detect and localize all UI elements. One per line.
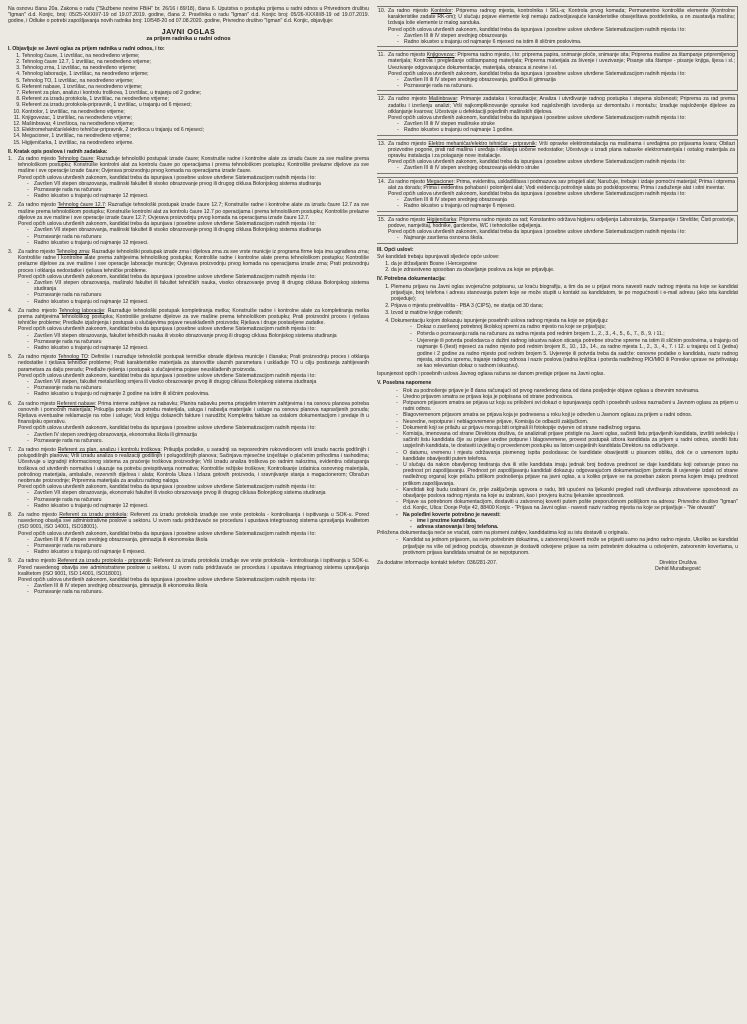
section-1-heading: I. Objavljuje se Javni oglas za prijem radnika u radni odnos, i to: xyxy=(8,45,165,52)
requirements-intro: Pored općih uslova utvrđenih zakonom, kandidat treba da ispunjava i posebne uslove utvrđene Sistematizacijom radnih mjesta i to: xyxy=(18,577,316,584)
position-header xyxy=(8,354,369,373)
requirements-list xyxy=(8,379,369,398)
requirement-item: - Poznavanje rada na računaru. xyxy=(34,589,369,595)
position-description xyxy=(8,512,369,555)
position-description-text: : Prima interne zahtjeve za nabavku; Planira nabavku prema prispjelim internim zahtjevima i na osnovu planova potreba osnovnih i pomoćnih materijala; Prikuplja ponude za potrebu materijala, usluga i nabavlja materijale i usluge na osnovu planova napravljenih ponuda; Rješava eventualne reklamacije na robe i usluge; Vodi knjigu dolazećih fakture i narudžbi; Kompletira fakture sa ostalom dokumentacijom i predaje ih u finansijsku operativu. xyxy=(18,400,369,426)
position-header xyxy=(378,217,735,229)
position-text xyxy=(18,512,369,531)
requirement-item: - Radno iskustvo u trajanju od najmanje 12 mjeseci. xyxy=(34,299,369,305)
position-number: 10. xyxy=(378,8,386,14)
position-lead: Za radno mjesto xyxy=(18,354,57,361)
requirements-list xyxy=(8,181,369,200)
requirements-intro: Pored općih uslova utvrđenih zakonom, kandidat treba da ispunjava i posebne uslove utvrđene Sistematizacijom radnih mjesta i to: xyxy=(18,372,316,379)
position-description-text: : Priprema radnog mjesta, kontrolnika i SKL-a; Kontrola prvog komada; Permanentno kontroliše elemente (Kontrolne karakteristike zadate RK-om); U slučaju pojave elemente koji nemaju zadovoljavajuće karakteristike obavještava postdešnika, a on zaustavlja mašinu; Izdvaja loše elemente iz malog sanduka. xyxy=(388,8,735,27)
list-item: - Neuredne, nepotpune i neblagovremene prijave, Komisija će odbaciti zaključkom. xyxy=(403,419,738,425)
position-description-text: : Razrađuje tehnološki postupak izrade čaure; Konstruiše radne i kontrolne alate za izradu čaure za sve mašine prema tehnološkom postupku; Konstruiše kontrolni alat za kontrolu čaure po operacijama i prema tehnološkom postupku; Kontroliše prelazne dijelove za sve mašine i sve operacije izrade čaure; Ovjerava proizvodnju prvog komada na operacijama izrade čaure. xyxy=(18,156,369,175)
position-description xyxy=(8,558,369,595)
position-description-text: : Prikuplja podatke, u saradnji sa neposrednim rukovodiocem vrši izradu nacrta godišnjih i polugodišnjih planova; Vrši izradu analiza o realizaciji godišnjih i polugodišnjih planova; Sačinjava mjesečne izvještaje o plaćenim prihodima i rashodima; Učestvuje u izgradnji informacionog sistema za praćenje troškova proizvodnje; Vrši izradu analiza troškova po radnim nalozima, evidentira odstupanja troškova od utvrđenih normativa i ukazuje na potrebu preispitivanja normativa; Kontroliše režijske troškove; Kontrolisanje izdatnica osnovnog materijala, potrošnog materijala, ambalaže, rezervnih dijelova i alata; Kontrola Ulaza i Izlaza gotovih proizvoda, i sravnjivanje stanja s magacionerom; Obračun neobrnute proizvodnje; Pripremna materijala za analizu radnog naloga. xyxy=(18,447,369,485)
requirement-item: - Završen III ili IV stepen srednjeg obrazovanja, gimnazija ili ekonomska škola xyxy=(34,583,369,589)
list-item: 15. Higijeničarka, 1 izvršilac, na neodređeno vrijeme. xyxy=(22,140,369,146)
requirements-list xyxy=(8,227,369,246)
position-text xyxy=(388,96,735,115)
requirement-item: - Radno iskustvo u trajanju od najmanje 1 godine. xyxy=(404,127,735,133)
position-header xyxy=(8,447,369,484)
position-header xyxy=(8,308,369,327)
requirement-item: - Poznavanje rada na računaru. xyxy=(34,438,369,444)
closing-note: Priložena dokumentacija neće se vraćati, osim na pismeni zahtjev, kandidatima koji su istu dostavili u originalu. xyxy=(377,530,629,537)
requirement-item: - Završen VII stepen obrazovanja, mašinski fakultet ili fakultet tehničkih nauka, visoko obrazovanje prvog ili drugog ciklusa Bolonjskog sistema studiranja xyxy=(34,280,369,292)
position-name: Megacioner xyxy=(426,178,454,185)
left-column xyxy=(8,6,369,1020)
requirement-item: - Završen VII stepen obrazovanja, ekonomski fakultet ili visoko obrazovanje prvog ili drugog ciklusa Bolonjskog sistema studiranja xyxy=(34,490,369,496)
section-5-heading: V. Posebna napomene xyxy=(377,380,432,387)
position-description-text: : Referent za izradu protokola izrađuje sve vrste protokola - kontrolisanja i ispitivanja u SOK-u. Pored navedenog obavlja sve administrativne poslove u sektoru. U svom radu pridržavaće se procedura i upustava integrisanog sistema upravljanja kvalitetom (ISO 9001, ISO 14001, ISO18001). xyxy=(18,558,369,577)
requirement-item: - Završen VII stepen obrazovanja, fakultet tehničkih nauka ili visoko obrazovanje prvog ili drugog ciklusa Bolonjskog sistema studiranja xyxy=(34,333,369,339)
position-name: Kontrolor xyxy=(430,8,452,14)
position-header xyxy=(378,179,735,191)
position-name: Tehnolog čaure xyxy=(57,156,94,163)
requirements-list xyxy=(378,165,735,171)
requirement-item: - Završen III ili IV stepen srednjeg obrazovanja, grafička ili gimnazija xyxy=(404,77,735,83)
list-item: 5. Tehnolog TO, 1 izvršilac, na neodređeno vrijeme; xyxy=(22,78,369,84)
position-header xyxy=(378,96,735,115)
position-lead: Za radno mjesto xyxy=(18,400,56,407)
list-item: - Na poleđini koverte potrebno je navesti: xyxy=(403,512,738,518)
requirements-list xyxy=(8,537,369,556)
position-description-text: : Prima, evidentira, usklađištava i podmazuva sav prispjeli alat; Naručuje, trebuje i izdaje pomoćni materijal; Prima i otprema alat za doradu; Prima i evidentira pohabani i polomljeni alat; Vodi evidenciju potrošnje alata po podsklopovima; Prima i zaduženje alat i sitni inventar. xyxy=(388,178,735,191)
list-item: 10. Kontrolor, 1 izvršilac, na neodređeno vrijeme; xyxy=(22,109,369,115)
requirement-item: - Završen III ili IV stepen srednjeg obrazovanja xyxy=(404,197,735,203)
position-text xyxy=(388,217,735,229)
requirements-intro: Pored općih uslova utvrđenih zakonom, kandidat treba da ispunjava i posebne uslove utvrđene Sistematizacijom radnih mjesta i to: xyxy=(388,159,686,166)
list-item: 11. Knjigovezac, 1 izvršilac, na neodređeno vrijeme; xyxy=(22,115,369,121)
signature-block xyxy=(618,560,738,572)
position-description xyxy=(8,202,369,245)
position-name: Mašinbravar xyxy=(428,96,458,103)
position-lead: Za radno mjesto xyxy=(388,52,426,59)
list-item-text: Dokumentaciju kojom dokazuju ispunjenje posebnih uslova radnog mjesta na koje se prijavljuju: xyxy=(391,317,609,324)
position-number: 9. xyxy=(8,558,13,565)
list-item: 2. da je zdravstveno sposoban za obavljanje poslova za koje se prijavljuje. xyxy=(391,267,738,273)
list-item: 1. da je državljanin Bosne i Hercegovine xyxy=(391,261,738,267)
position-header xyxy=(378,141,735,160)
list-item: - Blagovremenom prijavom smatra se prijava koja je podnesena u roku koji je određen u Javnom oglasu za prijem u radni odnos. xyxy=(403,412,738,418)
position-description xyxy=(8,354,369,397)
requirements-intro: Pored općih uslova utvrđenih zakonom, kandidat treba da ispunjava i posebne uslove utvrđene Sistematizacijom radnih mjesta i to: xyxy=(18,326,316,333)
position-description xyxy=(377,139,738,174)
documentation-list xyxy=(377,284,738,370)
position-name: Elektro mehaničar/elektro tehničar - pripravnik xyxy=(428,140,536,147)
position-text xyxy=(18,308,369,327)
position-lead: Za radno mjesto xyxy=(388,140,427,147)
position-description-text: : Priprema radno mjesto, i to: priprema papira, snimanje ploče, snimanje sita; Priprema mašine za štampanje pripremljenog materijala; Kontrola i pregledanje odštampanog materijala; Priprema materijala za šivenje i uvezivanje; Pisanje sita štampe - pisanje knjiga, lijesa i sl.; Uvezivanje odgovarajuće dokumentacije, materijala, obrasca si.novine i sl. xyxy=(388,52,735,71)
position-text xyxy=(18,156,369,175)
requirements-list xyxy=(8,432,369,444)
position-description xyxy=(8,401,369,444)
list-item: - Kandidati koji budu izabrani će, prije zaključenja ugovora o radu, biti upućeni na ljekarski pregled radi utvrđivanja zdravstvene sposobnosti za obavljanje poslova radnog mjesta na koje su izabrani, kao i provjeru kućnu ljekarske sposobnosti. xyxy=(403,487,738,499)
position-description xyxy=(8,249,369,305)
position-name: Tehnolog TO xyxy=(58,354,88,361)
position-description-text: : Vrši opravke elektroinstalacija na mašinama i uređajima po prijavama kvara; Obilazi proizvodne pogone, prati rad mašina i uređaja i otklanja uočene nedostatke; Učestvuje u izradi plana nabavke elektromaterijala i ostalog materijala za opravku instalacija i za polaganje nove instalacije. xyxy=(388,140,736,160)
requirements-list xyxy=(378,33,735,45)
contact-phone: Za dodatne informacije kontakt telefon: 036/281-207. xyxy=(377,560,498,567)
list-item: 3. Tehnolog zrna, 1 izvršilac, na neodređeno vrijeme; xyxy=(22,65,369,71)
position-number: 1. xyxy=(8,156,13,163)
position-lead: Za radno mjesto xyxy=(18,447,56,453)
position-header xyxy=(8,156,369,175)
position-name: Tehnolog zrna xyxy=(56,248,89,255)
position-number: 12. xyxy=(378,96,386,103)
position-description xyxy=(377,177,738,212)
list-item: - Kandidat sa jednom prijavom, sa svim potrebnim dokazima, u zatvorenoj koverti može se prijaviti samo na jedno radno mjesto. Ukoliko se kandidat prijavljuje na više od jednog pozicija, obavezan je dostaviti odvojene prijave sa svim potrebnim dokazima u odvojenim, zatvorenim kovertama, u protivnom prijava kandidata smatrat će se nepotpunom. xyxy=(403,537,738,556)
closing-list xyxy=(377,537,738,556)
requirement-item: - Završen VII stepen obrazovanja, mašinski fakultet ili visoko obrazovanje prvog ili drugog ciklusa Bolonjskog sistema studiranja xyxy=(34,227,369,233)
position-text xyxy=(388,179,735,191)
position-description-text: : Razrađuje tehnološki postupak izrade čaure 12.7; Konstruiše radne i kontrolne alate za izradu čaure 12.7 za sve mašine prema tehnološkom postupku; Konstruiše kontrolni alat za kontrolu čaure 12.7 po operacijama i prema tehnološkom postupku; Kontroliše prelazne dijelove za sve mašine i sve operacije izrade čaure 12.7; Ovjerava proizvodnju prvog komada na operacijama izrade čaure 12.7. xyxy=(18,202,369,221)
list-item: 12. Mašinbravar, 4 izvršioca, na neodređeno vrijeme; xyxy=(22,121,369,127)
requirement-item: - Poznavanje rada na računaru xyxy=(34,385,369,391)
list-item xyxy=(391,318,738,370)
position-text xyxy=(18,447,369,484)
list-item: - Prijave sa potrebnom dokumentacijom, dostaviti u zatvorenoj koverti putem pošte preporučenom pošiljkom na adresu: Privredno društvo "Igman" d.d. Konjic, Ulica: Donje Polje 42, 88400 Konjic - "Prijava na Javni oglas - navesti naziv radnog mjesta na koje se prijavljuje - "Ne otvarati" xyxy=(403,499,738,511)
requirement-item: - Radno iskustvo u trajanju od najmanje 12 mjeseci. xyxy=(34,503,369,509)
requirement-item: - Završen VII stepen, fakultet metalurškog smjera ili visoko obrazovanje prvog ili drugog ciklusa Bolonjskog sistema studiranja xyxy=(34,379,369,385)
position-number: 14. xyxy=(378,178,386,185)
requirement-item: - Poznavanje rada na računaru. xyxy=(404,83,735,89)
requirement-item: - Najmanje završena osnovna škola. xyxy=(404,235,735,241)
section-2-heading: II. Kratak opis poslova i radnih zadataka: xyxy=(8,148,108,155)
requirements-intro: Pored općih uslova utvrđenih zakonom, kandidat treba da ispunjava i posebne uslove utvrđene Sistematizacijom radnih mjesta i to: xyxy=(18,174,316,181)
position-name: Referent za izradu protokola - pripravnik xyxy=(57,558,151,565)
position-number: 6. xyxy=(8,400,13,407)
list-item: - Komisija, imenovana od strane Direktora društva, će analizirati prijave pristigle na Javni oglas, sačiniti listu prijavljenih kandidata, izvršiti selekciju i sačiniti listu kandidata čije su prijave uredne potpune i blagovremene, provest postupak izbora kandidata za prijem u radni odnos, utvrditi listu uspješnih kandidata, te dostaviti izvještaj o provedenom postupku sa listom uspješnih kandidata Direktoru na odlučivanje. xyxy=(403,431,738,450)
requirement-item: - Poznavanje rada na računaru xyxy=(34,497,369,503)
general-conditions-lead: Svi kandidati trebaju ispunjavati sljedeće opće uslove: xyxy=(377,253,500,260)
documentation-sublist xyxy=(391,324,738,369)
position-text xyxy=(388,8,735,27)
notes-list xyxy=(377,388,738,518)
position-number: 15. xyxy=(378,216,386,223)
position-header xyxy=(8,202,369,221)
requirement-item: - Završen III ili IV stepen srednjeg obrazovanja, gimnazija ili ekonomska škola xyxy=(34,537,369,543)
position-lead: Za radno mjesto xyxy=(18,202,56,209)
position-number: 4. xyxy=(8,307,13,314)
position-header xyxy=(8,249,369,274)
requirements-intro: Pored općih uslova utvrđenih zakonom, kandidat treba da ispunjava i posebne uslove utvrđene Sistematizacijom radnih mjesta i to: xyxy=(18,221,316,228)
position-text xyxy=(18,354,369,373)
requirements-intro: Pored općih uslova utvrđenih zakonom, kandidat treba da ispunjava i posebne uslove utvrđene Sistematizacijom radnih mjesta i to: xyxy=(388,115,686,122)
requirement-item: - Radno iskustvo u trajanju od najmanje 6 mjeseci na istim ili sličnim poslovima. xyxy=(404,39,735,45)
position-description-text: : Priprema radno mjesto za rad; Konstantno održava higijenu odjeljenja Laboratorija, Stampanije i Strelište; Čisti prostorije, podove, namještaj, hodnike, garderobe, WC i tehnološke odjeljenja. xyxy=(388,216,735,229)
list-item: 3. Izvod iz matične knjige rođenih; xyxy=(391,310,738,316)
position-header xyxy=(378,8,735,27)
list-item: 1. Tehnolog čaure, 1 izvršilac, na neodređeno vrijeme; xyxy=(22,53,369,59)
list-item: - Potpunom prijavom smatra se prijava uz koju su priloženi svi dokazi o ispunjavanju općih i posebnih uslova naznačeni u Javnom oglasu za prijem u radni odnos. xyxy=(403,400,738,412)
requirement-item: - Radno iskustvo u trajanju od najmanje 2 godine na istim ili sličnim poslovima. xyxy=(34,391,369,397)
list-item: - ime i prezime kandidata, xyxy=(417,518,738,524)
requirements-intro: Pored općih uslova utvrđenih zakonom, kandidat treba da ispunjava i posebne uslove utvrđene Sistematizacijom radnih mjesta i to: xyxy=(388,229,686,236)
requirement-item: - Poznavanje rada na računaru xyxy=(34,339,369,345)
position-number: 5. xyxy=(8,354,13,361)
requirements-intro: Pored općih uslova utvrđenih zakonom, kandidat treba da ispunjava i posebne uslove utvrđene Sistematizacijom radnih mjesta i to: xyxy=(388,26,686,33)
list-item: 7. Referent za plan, analizu i kontrolu troškova, 1 izvršilac, u trajanju od 2 godine; xyxy=(22,90,369,96)
position-name: Referent za izradu protokola xyxy=(59,512,127,519)
envelope-list xyxy=(377,518,738,530)
requirements-intro: Pored općih uslova utvrđenih zakonom, kandidat treba da ispunjava i posebne uslove utvrđene Sistematizacijom radnih mjesta i to: xyxy=(18,530,316,537)
list-item: - Uvjerenje ili potvrda poslodavca o dužini radnog iskustva nakon sticanja potrebne stručne spreme na istim ili sličnim poslovima, u trajanju od najmanje 6 (šest) mjeseci za radno mjesto pod rednim brojem 8., 10., 13., 14., za radno mjesta 1., 2., 3., 4., 7. i 12. u trajanju od 1 (jedna) godine i 2 godine za radno mjesto pod rednim brojem 5. Uvjerenje ili potvrda treba da sadrže: osnovne podatke o kandidatu, naziv radnog mjesta, stručnu spremu, trajanje radnog odnosa i naziv poslova (radna knjižica i potvrda nadležnog PIO/MIO ili Poreske uprave ne prihvataju se kao relevantan dokaz o radnom iskustvu). xyxy=(417,338,738,369)
right-column xyxy=(377,6,738,1020)
requirements-intro: Pored općih uslova utvrđenih zakonom, kandidat treba da ispunjava i posebne uslove utvrđene Sistematizacijom radnih mjesta i to: xyxy=(18,425,316,432)
requirement-item: - Radno iskustvo u trajanju od najmanje 6 mjeseci. xyxy=(34,549,369,555)
requirement-item: - Poznavanje rada na računaru xyxy=(34,187,369,193)
section-4-heading: IV. Potrebna dokumentacija: xyxy=(377,276,446,283)
requirements-list xyxy=(378,197,735,209)
section-3-heading: III. Opći uslovi: xyxy=(377,246,414,253)
position-lead: Za radno mjesto xyxy=(388,8,429,14)
list-item: - adresa stanovanja i broj telefona. xyxy=(417,524,738,530)
list-item: - Potvrda o poznavanju rada na računaru za radna mjesta pod rednim brojem 1., 2., 3., 4., 5., 6., 7., 8., 9. i 11.; xyxy=(417,331,738,337)
position-descriptions-left xyxy=(8,156,369,596)
list-item: 8. Referent za izradu protokola, 1 izvršilac, na neodređeno vrijeme; xyxy=(22,96,369,102)
position-name: Tehnolog čaure 12.7 xyxy=(57,202,105,209)
list-item: 1. Plemenu prijavu na Javni oglas svojeručno potpisanu, uz kraću biografiju, a tim da se u prijavi mora navesti naziv radnog mjesta na koje se kandidat prijavljuje, broj telefona i adresu stanovanja putem koje se može stupiti u kontakt sa kandidatom, te po mogućnosti i e-mail adresu (ako ista kandidat posjeduje); xyxy=(391,284,738,303)
requirement-item: - Poznavanje rada na računaru xyxy=(34,292,369,298)
position-lead: Za radno mjesto xyxy=(388,178,426,185)
requirement-item: - Poznavanje rada na računaru xyxy=(34,234,369,240)
requirements-list xyxy=(8,583,369,595)
position-description-text: : Razrađuje tehnološki postupak izrade zrna i dijelova zrna za sve vrste municije iz programa firme koja ima ugrađena zrna; Kontroliše radne i kontrolne alate prema zahtjevima tehnološkog postupka; Kontroliše radne i kontrolne alate prema tehnološkom postupku; Kontroliše prelazne dijelove za sve mašine i sve operacije laboracije municije; Ovjerava proizvodnju prvog komada na operacijama izrade zrna; Prati proizvodnju proces i otklanja nedostatke i rješava tehničke probleme. xyxy=(18,248,369,274)
position-name: Referent nabave xyxy=(56,400,96,407)
requirements-intro: Pored općih uslova utvrđenih zakonom, kandidat treba da ispunjava i posebne uslove utvrđene Sistematizacijom radnih mjesta i to: xyxy=(18,273,316,280)
position-description xyxy=(8,447,369,509)
list-item: - U slučaju da nakon obavljenog testiranja dva ili više kandidata imaju jednak broj bodova prednost se daje kandidatu koji ostvaruje pravo na prednost pri zapošljavanju. Prednost pri zapošljavanju kandidati dokazuju odgovarajućom dokumentacijom (potvrda ili uvjerenje izdati od strane nadležnog organa) koje prilažu prilikom podnošenja prijave na javni oglas, a u koliko prijave se na poseban zakon prema kojem imaju prednost prilikom zapošljavanja. xyxy=(403,462,738,487)
list-item: 6. Referent nabave, 1 izvršilac, na neodređeno vrijeme; xyxy=(22,84,369,90)
position-lead: Za radno mjesto xyxy=(18,156,56,163)
position-lead: Za radno mjesto xyxy=(18,248,56,255)
requirement-item: - Radno iskustvo u trajanju od najmanje 12 mjeseci. xyxy=(34,345,369,351)
requirements-list xyxy=(8,333,369,352)
position-description xyxy=(8,308,369,351)
requirements-intro: Pored općih uslova utvrđenih zakonom, kandidat treba da ispunjava i posebne uslove utvrđene Sistematizacijom radnih mjesta i to: xyxy=(388,191,686,198)
requirements-list xyxy=(8,280,369,305)
general-conditions-list xyxy=(377,261,738,273)
ad-title: JAVNI OGLAS xyxy=(161,26,216,36)
signature-title: Direktor Društva xyxy=(659,560,697,567)
contact-row xyxy=(377,560,738,572)
signature-name: Dehid Muratbegović xyxy=(655,566,701,573)
list-item: 2. Prijava o mjestu prebivališta - PBA 3 (CIPS), ne starija od 30 dana; xyxy=(391,303,738,309)
requirement-item: - Završen III ili IV stepen srednjeg obrazovanja xyxy=(404,33,735,39)
position-description-text: : Primanje zadataka i konsultacije; Analiza i utvrđivanje radnog postupka i stepena složenosti; Priprema za rad prema zadatku i izvršenju analizi; Vrši najkompliknovanije opravke kod najsloženijih izvođenja uz demontažu i montažu; Izrađuje najsloženije dijelove za otklanjanje kvarova; Učestvuje u defektaciji pojedinih mašinskih dijelova. xyxy=(388,96,735,115)
position-header xyxy=(8,558,369,577)
position-header xyxy=(8,401,369,426)
list-item: 9. Referent za izradu protokola-pripravnik, 1 izvršilac, u trajanju od 6 mjeseci; xyxy=(22,102,369,108)
requirements-list xyxy=(378,235,735,241)
position-descriptions-right xyxy=(377,6,738,244)
position-name: Higijeničarka xyxy=(426,216,457,223)
position-header xyxy=(378,52,735,71)
position-lead: Za radno mjesto xyxy=(388,96,427,103)
positions-list xyxy=(8,53,369,146)
position-description-text: : Referent za izradu protokola izrađuje sve vrste protokola - kontrolisanja i ispitivanja u SOK-u. Pored navedenog obavlja sve administrativne poslove u sektoru. U svom radu pridržavaće se procedura i upustava integrisanog sistema upravljanja kvalitetom (ISO 9001, ISO 14001, ISO18001). xyxy=(18,512,369,531)
requirement-item: - Radno iskustvo u trajanju od najmanje 12 mjeseci. xyxy=(34,240,369,246)
position-lead: Za radno mjesto xyxy=(388,216,426,223)
requirement-item: - Radno iskustvo u trajanju od najmanje 6 mjeseci. xyxy=(404,203,735,209)
position-name: Knjigovezac xyxy=(426,52,455,59)
position-number: 3. xyxy=(8,248,13,255)
position-description-text: : Razrađuje tehnološki postupak kompletiranja metka; Konstruiše radne i kontrolne alate za kompletiranja metka prema zahtjevima tehnološkog postupka; Kontroliše prelazne dijelove za sve mašine prema tehnološkom postupku; Prati proizvodni proces i rješava tehničke probleme; Predlaže izjašnjenja i postupak u slučajevima pojave neusklađenih proizvoda; Rješava i druge postavljene zadatke. xyxy=(18,307,369,327)
position-number: 2. xyxy=(8,202,13,209)
ad-subtitle: za prijem radnika u radni odnos xyxy=(146,35,231,42)
position-description xyxy=(377,50,738,91)
position-lead: Za radno mjesto xyxy=(18,558,56,565)
position-number: 11. xyxy=(378,52,385,59)
list-item: - O datumu, vremenu i mjestu održavanja pismenog ispita poslodavac će kandidate obavijestiti u pisanom obliku, dok će o usmenom ispitu kandidate obavijestiti putem telefona. xyxy=(403,450,738,462)
list-item: - Uredno prijavom smatra se prijava koja je potpisana od strane podnosioca. xyxy=(403,394,738,400)
requirements-list xyxy=(378,77,735,89)
position-description xyxy=(377,215,738,244)
position-text xyxy=(18,558,369,577)
position-name: Referent za plan, analizu i kontrolu troškova xyxy=(57,447,161,453)
list-item: - Rok za podnošenje prijave je 8 dana računajući od prvog naredenog dana od dana posljednje objave oglasa u dnevnim novinama. xyxy=(403,388,738,394)
requirement-item: - Završen VII stepen obrazovanja, mašinski fakultet ili visoko obrazovanje prvog ili drugog ciklusa Bolonjskog sistema studiranja xyxy=(34,181,369,187)
position-number: 8. xyxy=(8,512,13,519)
position-name: Tehnolog laboracije xyxy=(58,307,105,314)
intro-paragraph: Na osnovu člana 20a. Zakona o radu ("Službene novine FBiH" br. 26/16 i 89/18), člana 6. Uputstva o postupku prijema u radni odnos u Privrednom društvu "Igman" d.d. Konjic, broj: 05/25-XXXII/7-19 od 19.07.2019. godine, člana 2. Pravilnika o radu "Igman" d.d. Konjic broj: 05/26-XXXIII/8-19 od 19.07.2019. godine, i Odluke o potrebi zapošljavanja novih radnika broj: 10/548-20 od 07.08.2020. godine, Privredno društvo "Igman" d.d. Konjic, objavljuje: xyxy=(8,6,369,25)
position-header xyxy=(8,512,369,531)
requirement-item: - Radno iskustvo u trajanju od najmanje 12 mjeseci. xyxy=(34,193,369,199)
position-text xyxy=(388,52,735,71)
requirements-intro: Pored općih uslova utvrđenih zakonom, kandidat treba da ispunjava i posebne uslove utvrđene Sistematizacijom radnih mjesta i to: xyxy=(18,484,316,491)
position-number: 7. xyxy=(8,447,13,453)
list-item: - Dokumenti koji se prilažu uz prijavu moraju biti originali ili fotokopije ovjeren od strane nadležnog organa. xyxy=(403,425,738,431)
position-text xyxy=(18,401,369,426)
position-text xyxy=(18,249,369,274)
requirement-item: - Poznavanje rada na računaru xyxy=(34,543,369,549)
position-lead: Za radno mjesto xyxy=(18,512,57,519)
list-item: 2. Tehnolog čaure 12.7, 1 izvršilac, na neodređeno vrijeme; xyxy=(22,59,369,65)
position-text xyxy=(18,202,369,221)
requirements-intro: Pored općih uslova utvrđenih zakonom, kandidat treba da ispunjava i posebne uslove utvrđene Sistematizacijom radnih mjesta i to: xyxy=(388,70,686,77)
position-description xyxy=(377,94,738,135)
requirement-item: - Završen III ili IV stepen mašinske struke xyxy=(404,121,735,127)
position-description xyxy=(8,156,369,199)
position-text xyxy=(388,141,735,160)
list-item: 4. Tehnolog laboracije, 1 izvršilac, na neodređeno vrijeme; xyxy=(22,71,369,77)
position-description xyxy=(377,6,738,47)
requirements-list xyxy=(8,490,369,509)
list-item: 13. Elektromehaničar/elektro tehničar-pripravnik, 2 izvršioca u trajanju od 6 mjeseci; xyxy=(22,127,369,133)
requirement-item: - Završen III ili IV stepen srednjeg obrazovanja elektro struke xyxy=(404,165,735,171)
list-item: 14. Megacioner, 1 izvršilac, na neodređeno vrijeme; xyxy=(22,133,369,139)
position-number: 13. xyxy=(378,140,386,147)
position-lead: Za radno mjesto xyxy=(18,307,57,314)
list-item: - Dokaz o završenoj potrebnoj školskoj spremi za radno mjesto na koje se prijavljuju; xyxy=(417,324,738,330)
documentation-footer: Ispunjenost općih i posebnih uslova Javnog oglasa računa se danom predaje prijave na Javni oglas. xyxy=(377,371,605,378)
requirement-item: - Završen IV stepen srednjeg obrazovanja, ekonomska škola ili gimnazija xyxy=(34,432,369,438)
position-description-text: : Definiše i razrađuje tehnološki postupak termičke obrade dijelova municije i članaka; Prati proizvodnju proces i otklanja nedostatke i rješava tehničke probleme; Prati karakteristike materijala za stanovište ulaznih parametara i usklađuje TO u cilju postizanja zahtijevanih parametara za dalju preradu; Predlaže rješenja i postupak u slučajevima pojave neusklađenih proizvoda. xyxy=(18,354,369,373)
requirements-list xyxy=(378,121,735,133)
